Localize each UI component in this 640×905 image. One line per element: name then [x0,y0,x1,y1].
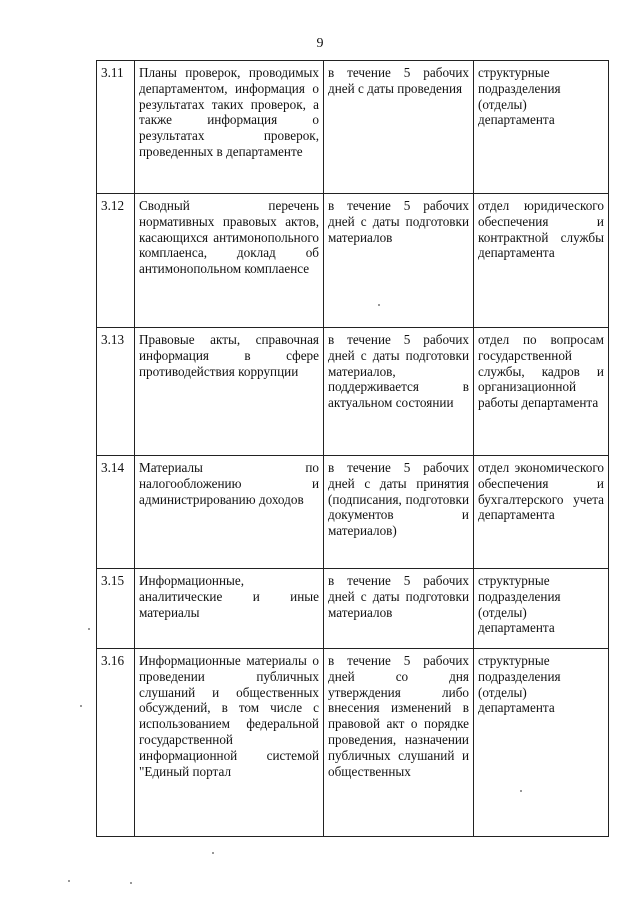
measures-table [96,60,609,837]
row-number: 3.14 [97,456,135,569]
table-row [97,456,609,569]
scan-speck [378,304,380,306]
responsible-unit: структурные подразделения (отделы) департамента [474,569,609,649]
publication-term: в течение 5 рабочих дней с даты проведения [324,61,474,194]
material-name: Правовые акты, справочная информация в сфере противодействия коррупции [135,328,324,456]
scan-speck [520,790,522,792]
responsible-unit: отдел по вопросам государственной службы, кадров и организационной работы департамента [474,328,609,456]
page-number: 9 [316,36,324,51]
material-name: Информационные, аналитические и иные материалы [135,569,324,649]
publication-term: в течение 5 рабочих дней с даты подготовки материалов [324,194,474,328]
responsible-unit: структурные подразделения (отделы) департамента [474,61,609,194]
row-number: 3.13 [97,328,135,456]
publication-term: в течение 5 рабочих дней с даты подготовки материалов, поддерживается в актуальном состоянии [324,328,474,456]
responsible-unit: отдел экономического обеспечения и бухгалтерского учета департамента [474,456,609,569]
row-number: 3.12 [97,194,135,328]
material-name: Материалы по налогообложению и администрированию доходов [135,456,324,569]
table-row [97,194,609,328]
table-row [97,569,609,649]
table-row [97,328,609,456]
scan-speck [130,882,132,884]
responsible-unit: структурные подразделения (отделы) департамента [474,649,609,837]
material-name: Планы проверок, проводимых департаментом, информация о результатах таких проверок, а также информация о результатах проверок, проведенных в департаменте [135,61,324,194]
row-number: 3.16 [97,649,135,837]
row-number: 3.11 [97,61,135,194]
responsible-unit: отдел юридического обеспечения и контрактной службы департамента [474,194,609,328]
scan-speck [80,705,82,707]
publication-term: в течение 5 рабочих дней со дня утверждения либо внесения изменений в правовой акт о порядке проведения, назначении публичных слушаний и общественных [324,649,474,837]
material-name: Информационные материалы о проведении публичных слушаний и общественных обсуждений, в том числе с использованием федеральной государственной информационной системой "Единый портал [135,649,324,837]
material-name: Сводный перечень нормативных правовых актов, касающихся антимонопольного комплаенса, доклад об антимонопольном комплаенсе [135,194,324,328]
scan-speck [212,852,214,854]
scan-speck [68,880,70,882]
table-row [97,61,609,194]
publication-term: в течение 5 рабочих дней с даты принятия (подписания, подготовки документов и материалов) [324,456,474,569]
publication-term: в течение 5 рабочих дней с даты подготовки материалов [324,569,474,649]
row-number: 3.15 [97,569,135,649]
table-row [97,649,609,837]
scan-speck [88,628,90,630]
